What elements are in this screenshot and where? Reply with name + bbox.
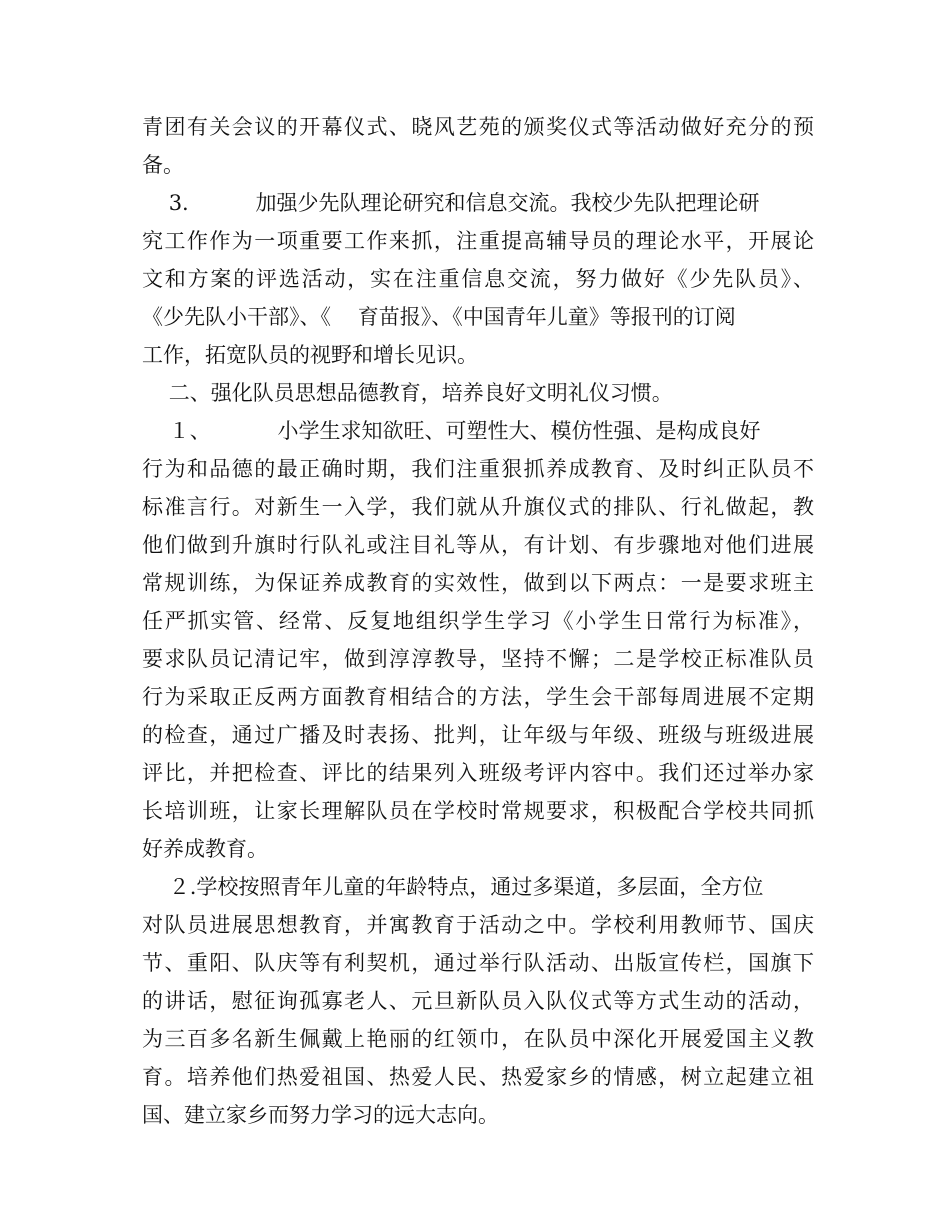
body-line: ２.学校按照青年儿童的年龄特点，通过多渠道，多层面，全方位	[142, 875, 764, 899]
body-line: 的检查，通过广播及时表扬、批判，让年级与年级、班级与班级进展	[142, 723, 814, 747]
body-line: 标准言行。对新生一入学，我们就从升旗仪式的排队、行礼做起，教	[142, 495, 814, 519]
body-line: 任严抓实管、经常、反复地组织学生学习《小学生日常行为标准》，	[142, 609, 814, 633]
body-line: 对队员进展思想教育，并寓教育于活动之中。学校利用教师节、国庆	[142, 913, 814, 937]
body-line: １、 小学生求知欲旺、可塑性大、模仿性强、是构成良好	[142, 419, 761, 443]
body-line: 二、强化队员思想品德教育，培养良好文明礼仪习惯。	[142, 381, 673, 405]
body-line: 要求队员记清记牢，做到淳淳教导，坚持不懈；二是学校正标准队员	[142, 647, 814, 671]
body-line: 为三百多名新生佩戴上艳丽的红领巾，在队员中深化开展爱国主义教	[142, 1027, 814, 1051]
document-body	[142, 108, 814, 1134]
body-line: 评比，并把检查、评比的结果列入班级考评内容中。我们还过举办家	[142, 761, 814, 785]
body-line: 《少先队小干部》、《 育苗报》、《中国青年儿童》等报刊的订阅	[142, 305, 736, 329]
body-line: 好养成教育。	[142, 837, 268, 861]
body-line: 国、建立家乡而努力学习的远大志向。	[142, 1103, 499, 1127]
body-line: 育。培养他们热爱祖国、热爱人民、热爱家乡的情感，树立起建立祖	[142, 1065, 814, 1089]
body-line: 常规训练，为保证养成教育的实效性，做到以下两点：一是要求班主	[142, 571, 814, 595]
body-line: 3. 加强少先队理论研究和信息交流。我校少先队把理论研	[142, 191, 760, 215]
body-line: 工作，拓宽队员的视野和增长见识。	[142, 343, 478, 367]
body-line: 的讲话，慰征询孤寡老人、元旦新队员入队仪式等方式生动的活动，	[142, 989, 814, 1013]
body-line: 青团有关会议的开幕仪式、晓风艺苑的颁奖仪式等活动做好充分的预	[142, 115, 814, 139]
body-line: 节、重阳、队庆等有利契机，通过举行队活动、出版宣传栏，国旗下	[142, 951, 814, 975]
body-line: 备。	[142, 153, 184, 177]
body-line: 他们做到升旗时行队礼或注目礼等从，有计划、有步骤地对他们进展	[142, 533, 814, 557]
body-line: 行为和品德的最正确时期，我们注重狠抓养成教育、及时纠正队员不	[142, 457, 814, 481]
body-line: 长培训班，让家长理解队员在学校时常规要求，积极配合学校共同抓	[142, 799, 814, 823]
body-line: 文和方案的评选活动，实在注重信息交流，努力做好《少先队员》、	[142, 267, 814, 291]
body-line: 行为采取正反两方面教育相结合的方法，学生会干部每周进展不定期	[142, 685, 814, 709]
body-line: 究工作作为一项重要工作来抓，注重提高辅导员的理论水平，开展论	[142, 229, 814, 253]
